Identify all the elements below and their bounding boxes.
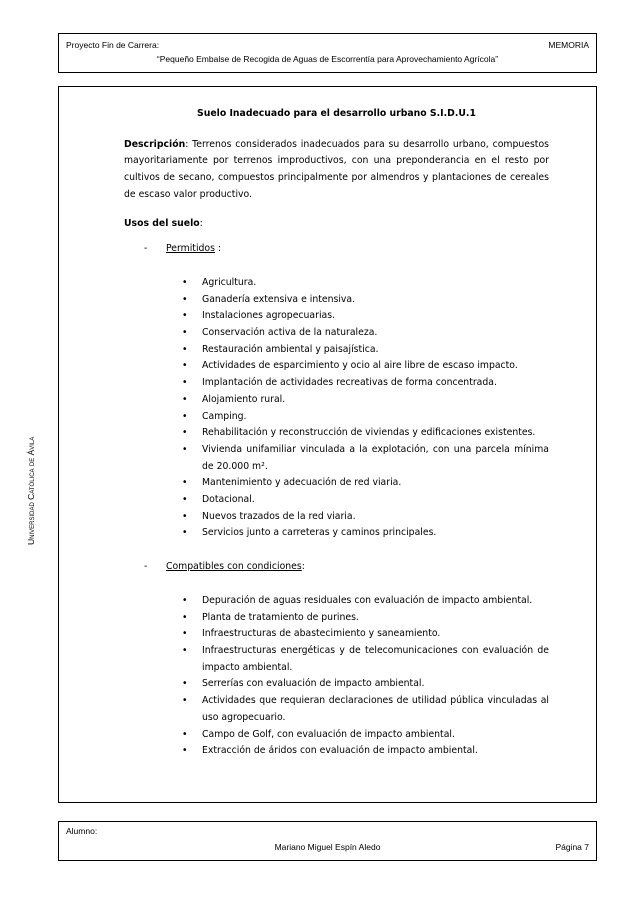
list-item-text: Ganadería extensiva e intensiva. xyxy=(202,293,356,305)
bullet-marker: • xyxy=(182,695,188,707)
list-item xyxy=(182,275,549,292)
list-item-text: Mantenimiento y adecuación de red viaria. xyxy=(202,477,402,489)
list-item xyxy=(182,358,549,375)
bullet-marker: • xyxy=(182,494,188,506)
bullet-marker: • xyxy=(182,310,188,322)
bullet-marker: • xyxy=(182,276,188,288)
list-item-text: Campo de Golf, con evaluación de impacto ambiental. xyxy=(202,728,455,740)
list-item xyxy=(182,325,549,342)
list-item xyxy=(182,475,549,492)
list-item xyxy=(182,292,549,309)
list-item-text: Restauración ambiental y paisajística. xyxy=(202,343,379,355)
list-item-text: Servicios junto a carreteras y caminos principales. xyxy=(202,527,437,539)
description-paragraph xyxy=(124,137,549,204)
page-header xyxy=(58,33,597,73)
list-item xyxy=(182,727,549,744)
list-item xyxy=(182,409,549,426)
bullet-marker: • xyxy=(182,644,188,656)
list-item xyxy=(182,392,549,409)
list-item-text: Actividades de esparcimiento y ocio al aire libre de escaso impacto. xyxy=(202,360,518,372)
permitidos-heading xyxy=(144,241,549,258)
document-body xyxy=(124,106,549,777)
permitidos-suffix: : xyxy=(214,243,222,255)
description-text: : Terrenos considerados inadecuados para su desarrollo urbano, compuestos mayoritariamente por terrenos improductivos, con una preponderancia en el resto por cultivos de secano, compuestos principalmente por almendros y plantaciones de cereales de escaso valor productivo. xyxy=(124,138,549,200)
permitidos-label: Permitidos xyxy=(166,243,215,255)
list-item-text: Rehabilitación y reconstrucción de viviendas y edificaciones existentes. xyxy=(202,427,536,439)
description-label: Descripción xyxy=(124,138,186,150)
list-item xyxy=(182,593,549,610)
header-subtitle: “Pequeño Embalse de Recogida de Aguas de Escorrentía para Aprovechamiento Agrícola” xyxy=(156,54,499,64)
list-item-text: Conservación activa de la naturaleza. xyxy=(202,327,378,339)
header-section-label: MEMORIA xyxy=(548,40,589,50)
usos-heading xyxy=(124,216,549,233)
list-item xyxy=(182,375,549,392)
list-item-text: Vivienda unifamiliar vinculada a la explotación, con una parcela mínima de 20.000 m². xyxy=(202,443,549,472)
list-item-text: Infraestructuras de abastecimiento y saneamiento. xyxy=(202,628,441,640)
bullet-marker: • xyxy=(182,443,188,455)
dash-marker: - xyxy=(144,561,148,573)
bullet-marker: • xyxy=(182,628,188,640)
list-item-text: Agricultura. xyxy=(202,276,257,288)
bullet-marker: • xyxy=(182,410,188,422)
list-item xyxy=(182,308,549,325)
bullet-marker: • xyxy=(182,327,188,339)
list-item-text: Extracción de áridos con evaluación de impacto ambiental. xyxy=(202,745,478,757)
bullet-marker: • xyxy=(182,343,188,355)
usos-colon: : xyxy=(199,217,203,229)
dash-marker: - xyxy=(144,243,148,255)
bullet-marker: • xyxy=(182,393,188,405)
list-item xyxy=(182,525,549,542)
bullet-marker: • xyxy=(182,293,188,305)
list-item xyxy=(182,610,549,627)
side-institution-label: Universidad Católica de Ávila xyxy=(26,436,36,545)
list-item xyxy=(182,643,549,676)
bullet-marker: • xyxy=(182,360,188,372)
usos-label: Usos del suelo xyxy=(124,217,200,229)
bullet-marker: • xyxy=(182,377,188,389)
list-item-text: Camping. xyxy=(202,410,247,422)
list-item xyxy=(182,693,549,726)
list-item xyxy=(182,342,549,359)
list-item-text: Alojamiento rural. xyxy=(202,393,286,405)
bullet-marker: • xyxy=(182,477,188,489)
list-item xyxy=(182,676,549,693)
bullet-marker: • xyxy=(182,728,188,740)
list-item-text: Depuración de aguas residuales con evaluación de impacto ambiental. xyxy=(202,594,533,606)
footer-page-number: Página 7 xyxy=(555,842,589,852)
document-title: Suelo Inadecuado para el desarrollo urbano S.I.D.U.1 xyxy=(197,108,476,119)
list-item-text: Planta de tratamiento de purines. xyxy=(202,611,359,623)
list-item-text: Actividades que requieran declaraciones de utilidad pública vinculadas al uso agropecuario. xyxy=(202,695,549,723)
list-item-text: Serrerías con evaluación de impacto ambiental. xyxy=(202,678,425,690)
list-item xyxy=(182,425,549,442)
compatibles-list xyxy=(182,593,549,760)
bullet-marker: • xyxy=(182,510,188,522)
list-item-text: Implantación de actividades recreativas de forma concentrada. xyxy=(202,377,497,389)
bullet-marker: • xyxy=(182,745,188,757)
compatibles-heading xyxy=(144,559,549,576)
list-item xyxy=(182,743,549,760)
bullet-marker: • xyxy=(182,611,188,623)
permitidos-list xyxy=(182,275,549,542)
compatibles-suffix: : xyxy=(301,561,305,573)
list-item xyxy=(182,626,549,643)
list-item-text: Infraestructuras energéticas y de telecomunicaciones con evaluación de impacto ambiental. xyxy=(202,644,549,673)
bullet-marker: • xyxy=(182,427,188,439)
list-item-text: Nuevos trazados de la red viaria. xyxy=(202,510,356,522)
list-item xyxy=(182,509,549,526)
list-item-text: Dotacional. xyxy=(202,494,255,506)
list-item xyxy=(182,442,549,475)
bullet-marker: • xyxy=(182,527,188,539)
footer-student-name: Mariano Miguel Espín Aledo xyxy=(274,842,381,852)
bullet-marker: • xyxy=(182,678,188,690)
page-footer xyxy=(58,821,597,861)
footer-student-label: Alumno: xyxy=(66,826,98,836)
bullet-marker: • xyxy=(182,594,188,606)
header-project-label: Proyecto Fin de Carrera: xyxy=(66,40,160,50)
list-item xyxy=(182,492,549,509)
list-item-text: Instalaciones agropecuarias. xyxy=(202,310,336,322)
compatibles-label: Compatibles con condiciones xyxy=(166,561,302,573)
